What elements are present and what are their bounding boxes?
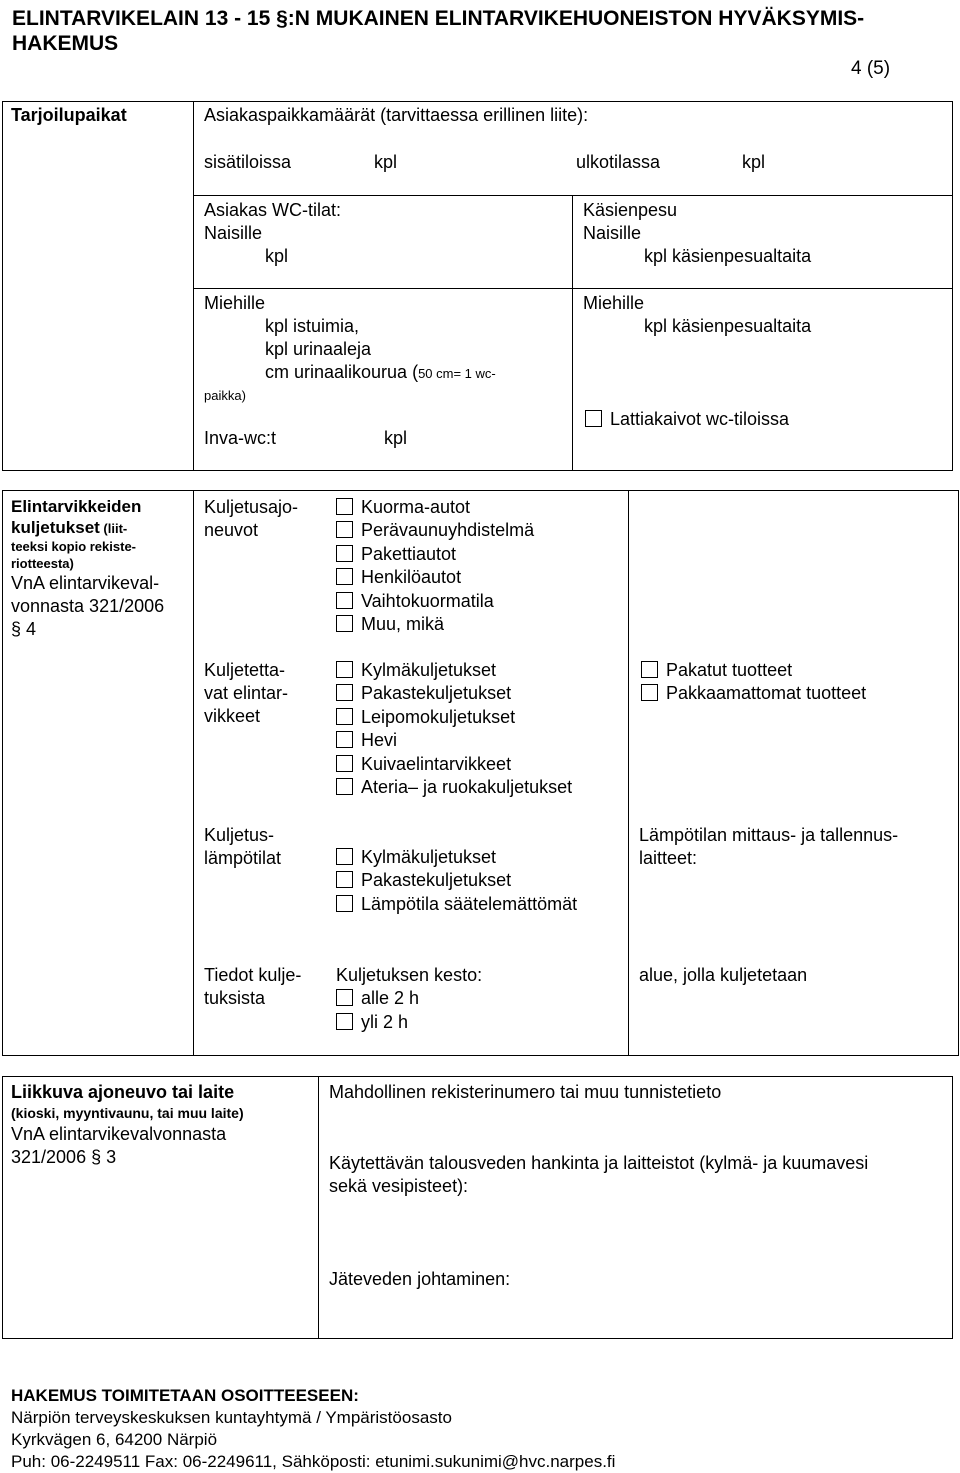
ajoneuvot-option[interactable]: Pakettiautot [336, 543, 534, 566]
wc-miehille: Miehille [204, 293, 266, 313]
liikkuva-vna1: VnA elintarvikevalvonnasta [11, 1124, 227, 1144]
inva-wc-kpl: kpl [384, 428, 408, 448]
checkbox[interactable] [336, 521, 353, 538]
checkbox[interactable] [336, 848, 353, 865]
elintarvikkeet-label: Kuljetetta- vat elintar- vikkeet [204, 660, 289, 726]
kesto-option[interactable]: alle 2 h [336, 987, 482, 1010]
page-number: 4 (5) [851, 58, 891, 79]
footer-heading: HAKEMUS TOIMITETAAN OSOITTEESEEN: [11, 1386, 359, 1405]
kuljetukset-heading4: riotteesta) [11, 556, 74, 571]
wc-urinaaleja: kpl urinaaleja [265, 339, 372, 359]
kasienpesu-miehille-kpl: kpl käsienpesualtaita [644, 316, 812, 336]
kasienpesu-naisille-kpl: kpl käsienpesualtaita [644, 246, 812, 266]
checkbox[interactable] [336, 592, 353, 609]
kesto-label: Kuljetuksen kesto: [336, 965, 483, 985]
liikkuva-sub: (kioski, myyntivaunu, tai muu laite) [11, 1105, 244, 1121]
elintarvikkeet-option[interactable]: Kuivaelintarvikkeet [336, 753, 572, 776]
lampotilat-option[interactable]: Pakastekuljetukset [336, 869, 577, 892]
inva-wc-label: Inva-wc:t [204, 428, 277, 448]
checkbox[interactable] [336, 661, 353, 678]
elintarvikkeet-option[interactable]: Ateria– ja ruokakuljetukset [336, 776, 572, 799]
kuljetukset-heading3: teeksi kopio rekiste- [11, 539, 136, 554]
checkbox[interactable] [336, 568, 353, 585]
lampotilat-list [336, 846, 577, 916]
lattiakaivot-checkbox[interactable] [585, 410, 602, 427]
wc-urinaalikourua: cm urinaalikourua (50 cm= 1 wc- [265, 362, 496, 382]
checkbox[interactable] [336, 498, 353, 515]
checkbox[interactable] [336, 684, 353, 701]
ulkotilassa-label: ulkotilassa [576, 152, 661, 172]
tuotteet-option[interactable]: Pakatut tuotteet [641, 659, 866, 682]
footer-line3: Puh: 06-2249511 Fax: 06-2249611, Sähköposti: etunimi.sukunimi@hvc.narpes.fi [11, 1452, 616, 1471]
tuotteet-list [641, 659, 866, 706]
checkbox[interactable] [336, 708, 353, 725]
tiedot-label: Tiedot kulje- tuksista [204, 965, 302, 1008]
checkbox[interactable] [336, 731, 353, 748]
ajoneuvot-option[interactable]: Kuorma-autot [336, 496, 534, 519]
kasienpesu-naisille: Naisille [583, 223, 642, 243]
footer-line1: Närpiön terveyskeskuksen kuntayhtymä / Ympäristöosasto [11, 1408, 452, 1427]
checkbox[interactable] [336, 545, 353, 562]
lampotilat-label: Kuljetus- lämpötilat [204, 825, 282, 868]
wc-naisille-kpl: kpl [265, 246, 289, 266]
footer-line2: Kyrkvägen 6, 64200 Närpiö [11, 1430, 218, 1449]
kesto-option[interactable]: yli 2 h [336, 1011, 482, 1034]
talousvesi-label-1: Käytettävän talousveden hankinta ja laitteistot (kylmä- ja kuumavesi [329, 1153, 869, 1173]
checkbox[interactable] [641, 661, 658, 678]
talousvesi-label-2: sekä vesipisteet): [329, 1176, 469, 1196]
kuljetukset-vna1: VnA elintarvikeval- [11, 573, 160, 593]
elintarvikkeet-option[interactable]: Leipomokuljetukset [336, 706, 572, 729]
liikkuva-heading-block [11, 1081, 244, 1169]
ajoneuvot-option[interactable]: Vaihtokuormatila [336, 590, 534, 613]
checkbox[interactable] [336, 895, 353, 912]
wc-title: Asiakas WC-tilat: [204, 200, 342, 220]
asiakaspaikat-label: Asiakaspaikkamäärät (tarvittaessa erillinen liite): [204, 105, 589, 125]
checkbox[interactable] [336, 615, 353, 632]
liikkuva-heading: Liikkuva ajoneuvo tai laite [11, 1082, 235, 1102]
elintarvikkeet-option[interactable]: Hevi [336, 729, 572, 752]
kuljetukset-heading1: Elintarvikkeiden [11, 497, 142, 516]
kasienpesu-miehille: Miehille [583, 293, 645, 313]
lampotilat-option[interactable]: Lämpötila säätelemättömät [336, 893, 577, 916]
rekisteri-label: Mahdollinen rekisterinumero tai muu tunnistetieto [329, 1082, 722, 1102]
wc-naisille: Naisille [204, 223, 263, 243]
lattiakaivot-option[interactable]: Lattiakaivot wc-tiloissa [585, 408, 789, 431]
wc-paikka: paikka) [204, 388, 246, 403]
mittaus-label: Lämpötilan mittaus- ja tallennus- laitteet: [639, 825, 899, 868]
elintarvikkeet-list [336, 659, 572, 799]
checkbox[interactable] [336, 1013, 353, 1030]
kuljetukset-heading2: kuljetukset [11, 518, 100, 537]
document-title-line2: HAKEMUS [12, 32, 119, 55]
ajoneuvot-option[interactable]: Henkilöautot [336, 566, 534, 589]
kuljetukset-heading-block [11, 496, 164, 641]
sisatiloissa-label: sisätiloissa [204, 152, 292, 172]
checkbox[interactable] [336, 755, 353, 772]
checkbox[interactable] [336, 778, 353, 795]
kesto-block [336, 964, 482, 1034]
tarjoilupaikat-heading: Tarjoilupaikat [11, 105, 127, 125]
ulkotilassa-kpl: kpl [742, 152, 766, 172]
kuljetukset-heading2-note: (liit- [99, 521, 128, 536]
kuljetukset-vna3: § 4 [11, 619, 37, 639]
ajoneuvot-label: Kuljetusajo- neuvot [204, 497, 299, 540]
jatevesi-label: Jäteveden johtaminen: [329, 1269, 511, 1289]
kasienpesu-title: Käsienpesu [583, 200, 678, 220]
ajoneuvot-list [336, 496, 534, 636]
checkbox[interactable] [641, 684, 658, 701]
elintarvikkeet-option[interactable]: Kylmäkuljetukset [336, 659, 572, 682]
ajoneuvot-option[interactable]: Muu, mikä [336, 613, 534, 636]
lampotilat-option[interactable]: Kylmäkuljetukset [336, 846, 577, 869]
checkbox[interactable] [336, 871, 353, 888]
document-title-line1: ELINTARVIKELAIN 13 - 15 §:N MUKAINEN ELINTARVIKEHUONEISTON HYVÄKSYMIS- [12, 7, 865, 30]
kuljetukset-vna2: vonnasta 321/2006 [11, 596, 165, 616]
tarjoilupaikat-section [2, 101, 953, 471]
checkbox[interactable] [336, 989, 353, 1006]
elintarvikkeet-option[interactable]: Pakastekuljetukset [336, 682, 572, 705]
alue-label: alue, jolla kuljetetaan [639, 965, 808, 985]
sisatiloissa-kpl: kpl [374, 152, 398, 172]
tuotteet-option[interactable]: Pakkaamattomat tuotteet [641, 682, 866, 705]
wc-istuimia: kpl istuimia, [265, 316, 360, 336]
ajoneuvot-option[interactable]: Perävaunuyhdistelmä [336, 519, 534, 542]
liikkuva-vna2: 321/2006 § 3 [11, 1147, 117, 1167]
